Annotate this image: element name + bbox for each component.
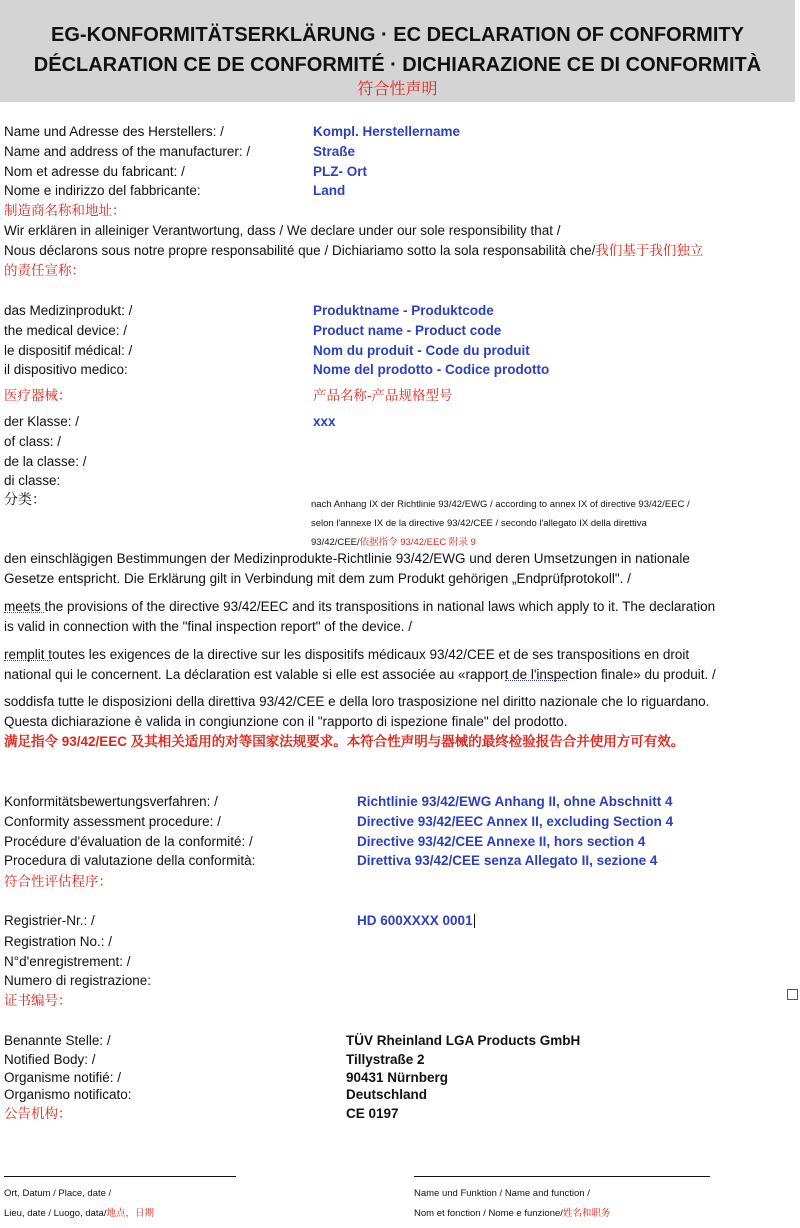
- provisions-it-2: Questa dichiarazione è valida in congiunzione con il "rapporto di ispezione finale" del prodotto.: [4, 714, 568, 729]
- device-label-de: das Medizinprodukt: /: [4, 303, 133, 318]
- notified-label-en: Notified Body: /: [4, 1052, 96, 1067]
- name-function-label-1: Name und Funktion / Name and function /: [414, 1188, 590, 1199]
- provisions-de-1: den einschlägigen Bestimmungen der Medizinprodukte-Richtlinie 93/42/EWG und deren Umsetzungen in nationale: [4, 551, 690, 566]
- notified-label-it: Organismo notificato:: [4, 1087, 132, 1102]
- title-line-1: EG-KONFORMITÄTSERKLÄRUNG · EC DECLARATION OF CONFORMITY: [51, 24, 744, 46]
- class-annex-line-1: nach Anhang IX der Richtlinie 93/42/EWG / according to annex IX of directive 93/42/EEC /: [311, 499, 690, 510]
- assessment-value-en: Directive 93/42/EEC Annex II, excluding Section 4: [357, 814, 674, 829]
- notified-body-country: Deutschland: [346, 1087, 428, 1102]
- provisions-cn: 满足指令 93/42/EEC 及其相关适用的对等国家法规要求。本符合性声明与器械的最终检验报告合并使用方可有效。: [4, 734, 685, 749]
- manufacturer-street: Straße: [313, 144, 356, 159]
- class-label-cn: 分类：: [4, 491, 46, 507]
- registration-label-fr: N°d'enregistrement: /: [4, 954, 131, 969]
- class-annex-line-3: 93/42/CEE/依据指令 93/42/EEC 附录 9: [311, 537, 476, 548]
- product-name-it: Nome del prodotto - Codice prodotto: [313, 362, 550, 377]
- notified-body-city: 90431 Nürnberg: [346, 1070, 449, 1085]
- manufacturer-label-it: Nome e indirizzo del fabbricante:: [4, 183, 201, 198]
- declare-line-2: Nous déclarons sous notre propre responsabilité que / Dichiariamo sotto la sola responsabilità che/我们基于我们独立: [4, 243, 704, 258]
- title-banner: [0, 0, 795, 102]
- spellcheck-underline: [4, 609, 44, 613]
- assessment-label-cn: 符合性评估程序：: [4, 874, 112, 889]
- class-label-it: di classe:: [4, 473, 61, 488]
- provisions-fr-1: remplit toutes les exigences de la directive sur les dispositifs médicaux 93/42/CEE et de ses transpositions en droit: [4, 647, 690, 662]
- manufacturer-name: Kompl. Herstellername: [313, 124, 461, 139]
- assessment-value-de: Richtlinie 93/42/EWG Anhang II, ohne Abschnitt 4: [357, 794, 673, 809]
- spellcheck-underline: [4, 657, 52, 661]
- product-name-de: Produktname - Produktcode: [313, 303, 494, 318]
- manufacturer-label-cn: 制造商名称和地址：: [4, 203, 126, 218]
- text-cursor: [474, 914, 475, 928]
- product-name-en: Product name - Product code: [313, 323, 502, 338]
- spellcheck-underline: [505, 677, 567, 681]
- signature-line-right: [414, 1176, 710, 1177]
- provisions-fr-2: national qui le concernent. La déclaration est valable si elle est associée au «rapport de l'inspection finale» du produit. /: [4, 667, 716, 682]
- device-label-cn: 医疗器械：: [4, 388, 72, 403]
- class-value: xxx: [313, 414, 336, 429]
- class-annex-line-2: selon l'annexe IX de la directive 93/42/CEE / secondo l'allegato IX della direttiva: [311, 518, 647, 529]
- assessment-label-it: Procedura di valutazione della conformità:: [4, 853, 256, 868]
- registration-label-cn: 证书编号：: [4, 993, 72, 1008]
- provisions-en-2: is valid in connection with the "final inspection report" of the device. /: [4, 619, 413, 634]
- notified-label-fr: Organisme notifié: /: [4, 1070, 122, 1085]
- product-name-fr: Nom du produit - Code du produit: [313, 343, 530, 358]
- product-name-cn: 产品名称-产品规格型号: [313, 388, 453, 403]
- notified-body-street: Tillystraße 2: [346, 1052, 425, 1067]
- manufacturer-city: PLZ- Ort: [313, 164, 367, 179]
- class-label-en: of class: /: [4, 434, 62, 449]
- place-date-label-1: Ort, Datum / Place, date /: [4, 1188, 112, 1199]
- device-label-it: il dispositivo medico:: [4, 362, 128, 377]
- declare-line-1: Wir erklären in alleiniger Verantwortung, dass / We declare under our sole responsibility that /: [4, 223, 561, 238]
- manufacturer-country: Land: [313, 183, 346, 198]
- title-line-2: DÉCLARATION CE DE CONFORMITÉ · DICHIARAZIONE CE DI CONFORMITÀ: [33, 54, 762, 76]
- manufacturer-label-en: Name and address of the manufacturer: /: [4, 144, 251, 159]
- assessment-value-it: Direttiva 93/42/CEE senza Allegato II, sezione 4: [357, 853, 658, 868]
- name-function-label-2: Nom et fonction / Nome e funzione/姓名和职务: [414, 1208, 611, 1219]
- provisions-it-1: soddisfa tutte le disposizioni della direttiva 93/42/CEE e della loro trasposizione nel diritto nazionale che lo riguardano.: [4, 694, 710, 709]
- device-label-en: the medical device: /: [4, 323, 128, 338]
- declare-line-3-cn: 的责任宣称：: [4, 263, 85, 278]
- notified-body-number: CE 0197: [346, 1106, 399, 1121]
- assessment-label-en: Conformity assessment procedure: /: [4, 814, 221, 829]
- notified-label-de: Benannte Stelle: /: [4, 1033, 111, 1048]
- place-date-label-2: Lieu, date / Luogo, data/地点，日期: [4, 1208, 154, 1219]
- device-label-fr: le dispositif médical: /: [4, 343, 133, 358]
- provisions-de-2: Gesetze entspricht. Die Erklärung gilt in Verbindung mit dem zum Produkt gehörigen „Endprüfprotokoll". /: [4, 571, 631, 586]
- registration-label-it: Numero di registrazione:: [4, 973, 152, 988]
- assessment-label-de: Konformitätsbewertungsverfahren: /: [4, 794, 218, 809]
- assessment-value-fr: Directive 93/42/CEE Annexe II, hors section 4: [357, 834, 646, 849]
- registration-label-en: Registration No.: /: [4, 934, 113, 949]
- paragraph-marker: [787, 989, 798, 1000]
- title-chinese: 符合性声明: [357, 81, 438, 98]
- registration-label-de: Registrier-Nr.: /: [4, 913, 95, 928]
- class-label-fr: de la classe: /: [4, 454, 87, 469]
- notified-body-name: TÜV Rheinland LGA Products GmbH: [346, 1033, 581, 1048]
- registration-number[interactable]: HD 600XXXX 0001: [357, 913, 473, 928]
- assessment-label-fr: Procédure d'évaluation de la conformité: /: [4, 834, 253, 849]
- class-label-de: der Klasse: /: [4, 414, 80, 429]
- notified-label-cn: 公告机构：: [4, 1106, 72, 1121]
- manufacturer-label-fr: Nom et adresse du fabricant: /: [4, 164, 185, 179]
- signature-line-left: [4, 1176, 236, 1177]
- manufacturer-label-de: Name und Adresse des Herstellers: /: [4, 124, 224, 139]
- provisions-en-1: meets the provisions of the directive 93/42/EEC and its transpositions in national laws which apply to it. The declaration: [4, 599, 716, 614]
